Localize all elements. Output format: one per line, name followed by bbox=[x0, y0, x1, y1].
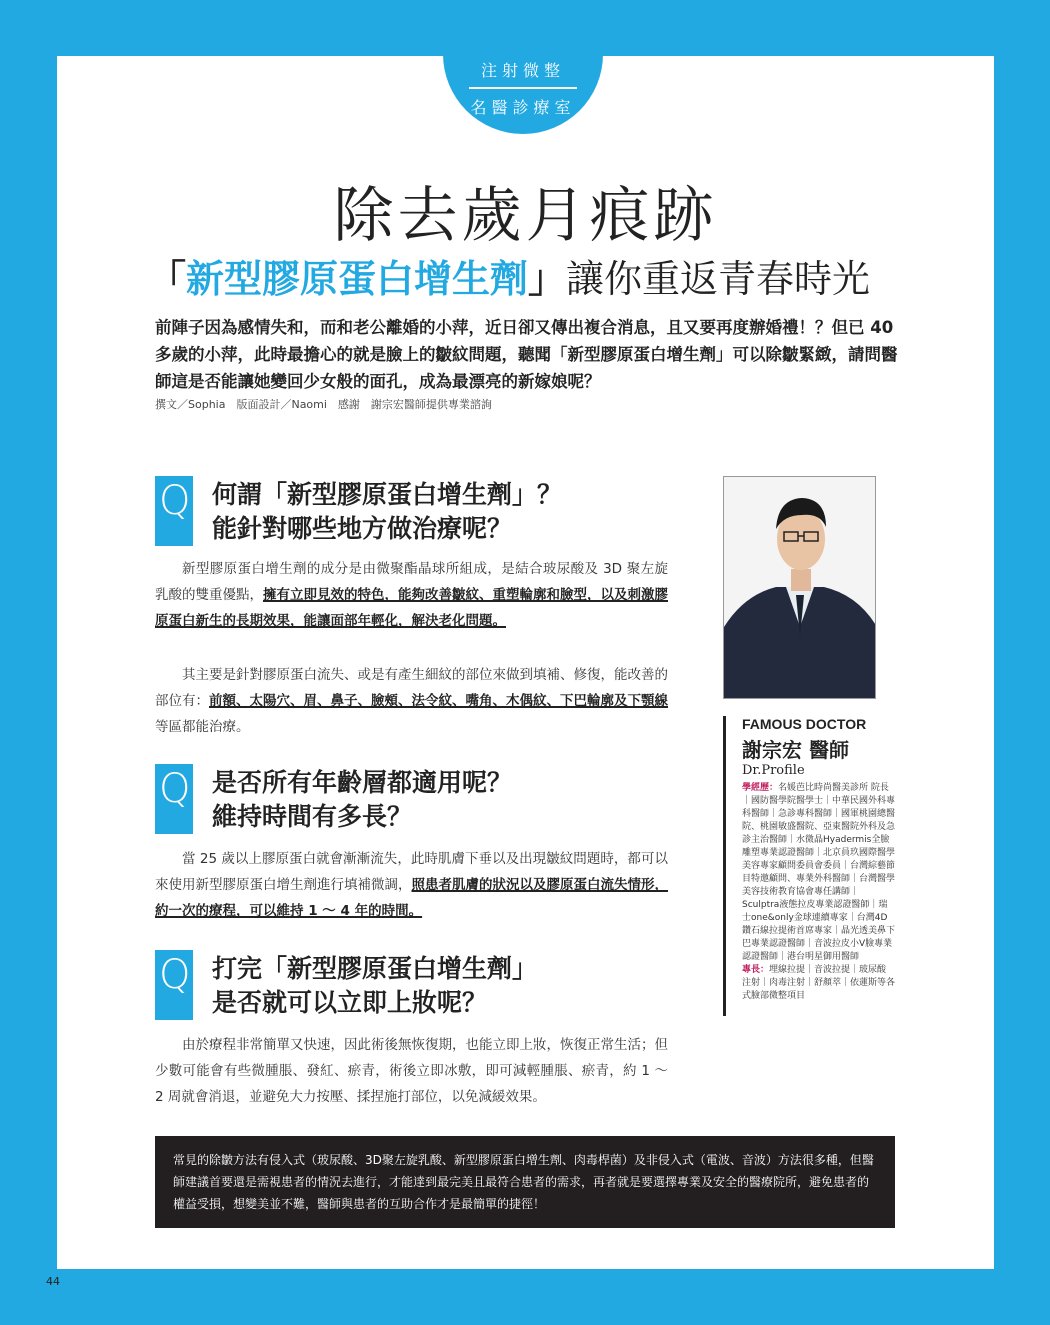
answer-text: 其主要是針對膠原蛋白流失、或是有產生細紋的部位來做到填補、修復，能改善的部位有： bbox=[155, 667, 668, 709]
question-2-line1: 是否所有年齡層都適用呢？ bbox=[212, 768, 513, 797]
specialty-text: 埋線拉提｜音波拉提｜玻尿酸注射｜肉毒注射｜舒顏萃｜依蓮斯等各式臉部微整項目 bbox=[742, 965, 896, 1001]
answer-emphasis: 前額、太陽穴、眉、鼻子、臉頰、法令紋、嘴角、木偶紋、下巴輪廓及下顎線 bbox=[209, 693, 668, 709]
question-1-line1: 何謂「新型膠原蛋白增生劑」？ bbox=[212, 480, 563, 509]
intro-paragraph: 前陣子因為感情失和，而和老公離婚的小萍，近日卻又傳出複合消息，且又要再度辦婚禮！？但已 40 多歲的小萍，此時最擔心的就是臉上的皺紋問題，聽聞「新型膠原蛋白增生劑」可以除皺緊緻，請問醫師這是否能讓她變回少女般的面孔，成為最漂亮的新嫁娘呢？ bbox=[155, 318, 898, 391]
answer-text: 當 25 歲以上膠原蛋白就會漸漸流失，此時肌膚下垂以及出現皺紋問題時，都可以來使用新型膠原蛋白增生劑進行填補微調， bbox=[155, 851, 668, 893]
doctor-portrait-image bbox=[724, 477, 876, 699]
q-letter: Q bbox=[159, 952, 191, 998]
subtitle-open-bracket: 「 bbox=[148, 257, 187, 301]
question-2-title bbox=[212, 766, 512, 834]
doctor-name: 謝宗宏 醫師 bbox=[742, 738, 849, 762]
question-2-line2: 維持時間有多長？ bbox=[212, 802, 413, 831]
answer-emphasis: 擁有立即見效的特色，能夠改善皺紋、重塑輪廓和臉型，以及刺激膠原蛋白新生的長期效果，能讓面部年輕化，解決老化問題。 bbox=[155, 587, 668, 629]
answer-2-paragraph-1 bbox=[155, 846, 668, 924]
doctor-profile bbox=[723, 716, 895, 1016]
q-letter: Q bbox=[159, 478, 191, 524]
answer-1-paragraph-2 bbox=[155, 662, 668, 740]
summary-box: 常見的除皺方法有侵入式（玻尿酸、3D聚左旋乳酸、新型膠原蛋白增生劑、肉毒桿菌）及非侵入式（電波、音波）方法很多種，但醫師建議首要還是需視患者的情況去進行，才能達到最完美且最符合患者的需求，再者就是要選擇專業及安全的醫療院所，避免患者的權益受損，想變美並不難，醫師與患者的互助合作才是最簡單的捷徑！ bbox=[155, 1136, 895, 1228]
doctor-photo bbox=[723, 476, 876, 699]
dr-profile-label: Dr.Profile bbox=[742, 763, 805, 778]
question-3-line2: 是否就可以立即上妝呢？ bbox=[212, 988, 488, 1017]
badge-column: 名醫診療室 bbox=[470, 98, 576, 117]
credits-line: 撰文／Sophia 版面設計／Naomi 感謝 謝宗宏醫師提供專業諮詢 bbox=[155, 398, 492, 411]
page-subtitle bbox=[148, 248, 908, 303]
question-3-line1: 打完「新型膠原蛋白增生劑」 bbox=[212, 954, 538, 983]
famous-doctor-label: FAMOUS DOCTOR bbox=[742, 716, 867, 732]
subtitle-close-bracket: 」 bbox=[528, 257, 567, 301]
question-3-title bbox=[212, 952, 537, 1020]
education-label: 學經歷： bbox=[742, 783, 779, 793]
answer-text: 等區都能治療。 bbox=[155, 719, 250, 735]
q-icon bbox=[155, 764, 193, 834]
q-icon bbox=[155, 950, 193, 1020]
subtitle-highlight: 新型膠原蛋白增生劑 bbox=[186, 257, 529, 301]
q-letter: Q bbox=[159, 766, 191, 812]
doctor-education bbox=[742, 782, 895, 964]
badge-divider bbox=[469, 87, 577, 89]
answer-text: 新型膠原蛋白增生劑的成分是由微聚酯晶球所組成，是結合玻尿酸及 3D 聚左旋乳酸的雙重優點， bbox=[155, 561, 668, 603]
answer-text: 由於療程非常簡單又快速，因此術後無恢復期，也能立即上妝，恢復正常生活；但少數可能會有些微腫脹、發紅、瘀青，術後立即冰敷，即可減輕腫脹、瘀青，約 1 ～ 2 周就會消退，並避免大力按壓、揉捏施打部位，以免減緩效果。 bbox=[155, 1037, 668, 1105]
education-text: 名媛芭比時尚醫美診所 院長｜國防醫學院醫學士｜中華民國外科專科醫師｜急診專科醫師｜國軍桃園總醫院、桃園敏盛醫院、亞東醫院外科及急診主治醫師｜水微晶Hyadermis全臉雕塑專業認證醫師｜北京員玖國際醫學美容專家顧問委員會委員｜台灣綜藝節目特邀顧問、專業外科醫師｜台灣醫學美容技術教育協會專任講師｜Sculptra液態拉皮專業認證醫師｜瑞士one&only金球連續專家｜台灣4D鑽石線拉提術首席專家｜晶光透美鼻下巴專業認證醫師｜音波拉皮小V臉專業認證醫師｜港台明星御用醫師 bbox=[742, 783, 896, 962]
badge-category: 注射微整 bbox=[480, 61, 565, 80]
page-number: 44 bbox=[46, 1275, 60, 1288]
page-title: 除去歲月痕跡 bbox=[333, 181, 718, 251]
answer-1-paragraph-1 bbox=[155, 556, 668, 634]
answer-3-paragraph-1 bbox=[155, 1032, 668, 1110]
doctor-specialty bbox=[742, 964, 895, 1003]
specialty-label: 專長： bbox=[742, 965, 770, 975]
question-1-title bbox=[212, 478, 562, 546]
question-1-line2: 能針對哪些地方做治療呢？ bbox=[212, 514, 513, 543]
q-icon bbox=[155, 476, 193, 546]
answer-emphasis: 照患者肌膚的狀況以及膠原蛋白流失情形，約一次的療程，可以維持 1 ～ 4 年的時間。 bbox=[155, 877, 668, 919]
subtitle-rest: 讓你重返青春時光 bbox=[566, 257, 871, 301]
